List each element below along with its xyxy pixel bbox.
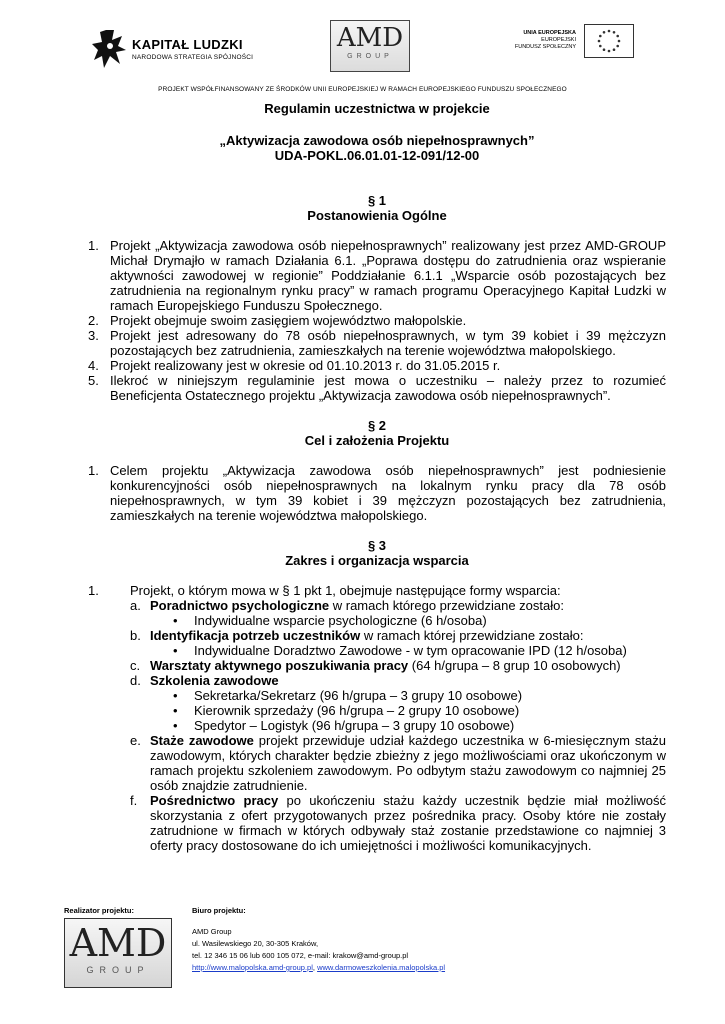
support-f bbox=[130, 793, 666, 853]
list-item bbox=[88, 238, 666, 313]
bullet-icon: • bbox=[173, 703, 178, 718]
kapital-ludzki-subtitle: NARODOWA STRATEGIA SPÓJNOŚCI bbox=[132, 54, 254, 61]
support-desc: w ramach którego przewidziane zostało: bbox=[329, 598, 564, 613]
support-title: Identyfikacja potrzeb uczestników bbox=[150, 628, 361, 643]
eu-label bbox=[510, 30, 576, 51]
biuro-label: Biuro projektu: bbox=[192, 906, 246, 915]
kapital-ludzki-title: KAPITAŁ LUDZKI bbox=[132, 37, 243, 52]
bullet-item bbox=[150, 703, 666, 718]
letter: a. bbox=[130, 598, 141, 613]
support-a bbox=[130, 598, 666, 628]
eu-line-2: EUROPEJSKI bbox=[541, 37, 576, 43]
kapital-ludzki-emblem-icon bbox=[92, 26, 128, 72]
support-title: Poradnictwo psychologiczne bbox=[150, 598, 330, 613]
item-text: Projekt „Aktywizacja zawodowa osób niepełnosprawnych” realizowany jest przez AMD-GROUP Michał Drymajło w ramach Działania 6.1. „Poprawa dostępu do zatrudnienia oraz wspieranie aktywności zawodowej w regionie” Poddziałanie 6.1.1 „Wsparcie osób pozostających bez zatrudnienia na regionalnym rynku pracy” w ramach programu Operacyjnego Kapitał Ludzki w ramach Europejskiego Funduszu Społecznego. bbox=[110, 238, 666, 313]
list-item bbox=[88, 373, 666, 403]
support-b bbox=[130, 628, 666, 658]
item-text: Projekt realizowany jest w okresie od 01.10.2013 r. do 31.05.2015 r. bbox=[110, 358, 501, 373]
section-3-sign: § 3 bbox=[367, 538, 387, 553]
item-number: 1. bbox=[88, 238, 99, 253]
bullet-item bbox=[150, 643, 666, 658]
section-1-heading: Postanowienia Ogólne bbox=[307, 208, 447, 223]
bullet-item bbox=[150, 613, 666, 628]
item-number: 2. bbox=[88, 313, 99, 328]
support-title: Szkolenia zawodowe bbox=[150, 673, 279, 688]
document-title: Regulamin uczestnictwa w projekcie bbox=[264, 101, 490, 116]
bullet-text: Indywidualne Doradztwo Zawodowe - w tym opracowanie IPD (12 h/osoba) bbox=[194, 643, 627, 658]
cofinancing-notice: PROJEKT WSPÓŁFINANSOWANY ZE ŚRODKÓW UNII EUROPEJSKIEJ W RAMACH EUROPEJSKIEGO FUNDUSZU SPOŁECZNEGO bbox=[158, 86, 567, 93]
support-desc: po ukończeniu stażu każdy uczestnik będzie miał możliwość skorzystania z ofert przygotowanych przez pośrednika pracy. Osoby które nie zostały zatrudnione w firmach w których odbywały staż zostanie przedstawione co najmniej 3 oferty pracy dostosowane do ich umiejętności i możliwości komunikacyjnych. bbox=[150, 793, 666, 853]
list-item bbox=[88, 463, 666, 523]
document-body bbox=[88, 100, 666, 853]
project-name: „Aktywizacja zawodowa osób niepełnosprawnych” bbox=[219, 133, 535, 148]
support-desc: w ramach której przewidziane zostało: bbox=[360, 628, 584, 643]
amd-logo-main-text: AMD bbox=[69, 921, 167, 965]
bullet-icon: • bbox=[173, 613, 178, 628]
project-code: UDA-POKL.06.01.01-12-091/12-00 bbox=[274, 148, 480, 163]
support-d bbox=[130, 673, 666, 733]
office-contact-line: tel. 12 346 15 06 lub 600 105 072, e-mail: krakow@amd-group.pl bbox=[192, 951, 409, 960]
bullet-icon: • bbox=[173, 688, 178, 703]
item-number: 1. bbox=[88, 463, 99, 478]
section-3-item bbox=[88, 583, 666, 853]
bullet-icon: • bbox=[173, 643, 178, 658]
support-c bbox=[130, 658, 666, 673]
letter: d. bbox=[130, 673, 141, 688]
letter: e. bbox=[130, 733, 141, 748]
bullet-icon: • bbox=[173, 718, 178, 733]
section-1-list bbox=[88, 238, 666, 403]
eu-line-1: UNIA EUROPEJSKA bbox=[523, 30, 576, 36]
bullet-item bbox=[150, 688, 666, 703]
list-item bbox=[88, 328, 666, 358]
support-e bbox=[130, 733, 666, 793]
eu-flag-icon bbox=[584, 24, 634, 58]
section-2-list bbox=[88, 463, 666, 523]
links-line bbox=[192, 962, 445, 974]
item-number: 4. bbox=[88, 358, 99, 373]
office-contact bbox=[192, 926, 445, 974]
letter: f. bbox=[130, 793, 138, 808]
support-title: Pośrednictwo pracy bbox=[150, 793, 279, 808]
item-text: Celem projektu „Aktywizacja zawodowa osób niepełnosprawnych” jest podniesienie konkurencyjności osób niepełnosprawnych na lokalnym rynku pracy dla 78 osób niepełnosprawnych, w tym 39 kobiet i 39 mężczyzn pozostających bez zatrudnienia, zamieszkałych na terenie województwa małopolskiego. bbox=[110, 463, 666, 523]
eu-line-3: FUNDUSZ SPOŁECZNY bbox=[514, 44, 576, 50]
support-title: Staże zawodowe bbox=[150, 733, 254, 748]
amd-group-logo bbox=[330, 20, 410, 72]
realizator-label: Realizator projektu: bbox=[64, 906, 135, 915]
item-text: Ilekroć w niniejszym regulaminie jest mowa o uczestniku – należy przez to rozumieć Beneficjenta Ostatecznego projektu „Aktywizacja zawodowa osób niepełnosprawnych”. bbox=[110, 373, 666, 403]
malopolska-link[interactable]: http://www.malopolska.amd-group.pl bbox=[192, 963, 313, 972]
item-text: Projekt, o którym mowa w § 1 pkt 1, obejmuje następujące formy wsparcia: bbox=[130, 583, 561, 598]
amd-logo-sub-text: GROUP bbox=[347, 53, 393, 60]
amd-logo-main-text: AMD bbox=[336, 23, 404, 53]
support-title: Warsztaty aktywnego poszukiwania pracy bbox=[150, 658, 409, 673]
link-separator: , bbox=[312, 963, 318, 972]
bullet-text: Sekretarka/Sekretarz (96 h/grupa – 3 grupy 10 osobowe) bbox=[194, 688, 523, 703]
list-item bbox=[88, 313, 666, 328]
support-desc: (64 h/grupa – 8 grup 10 osobowych) bbox=[408, 658, 621, 673]
bullet-text: Spedytor – Logistyk (96 h/grupa – 3 grupy 10 osobowe) bbox=[194, 718, 515, 733]
section-1-sign: § 1 bbox=[367, 193, 387, 208]
section-2-heading: Cel i założenia Projektu bbox=[304, 433, 450, 448]
support-desc: projekt przewiduje udział każdego uczestnika w 6-miesięcznym stażu zawodowym, których charakter będzie zbieżny z jego możliwościami oraz ukończonym w ramach projektu szkoleniem zawodowym. Po odbytym stażu zawodowym co najmniej 25 osób znajdzie zatrudnienie. bbox=[150, 733, 666, 793]
section-3-heading: Zakres i organizacja wsparcia bbox=[285, 553, 469, 568]
letter: b. bbox=[130, 628, 141, 643]
darmoweszkolenia-link[interactable]: www.darmoweszkolenia.malopolska.pl bbox=[317, 963, 446, 972]
item-text: Projekt obejmuje swoim zasięgiem województwo małopolskie. bbox=[110, 313, 467, 328]
section-2-sign: § 2 bbox=[367, 418, 387, 433]
kapital-ludzki-logo bbox=[92, 26, 262, 72]
letter: c. bbox=[130, 658, 141, 673]
list-item bbox=[88, 358, 666, 373]
bullet-item bbox=[150, 718, 666, 733]
company-name: AMD Group bbox=[192, 927, 232, 936]
bullet-text: Indywidualne wsparcie psychologiczne (6 h/osoba) bbox=[194, 613, 487, 628]
office-address: ul. Wasilewskiego 20, 30-305 Kraków, bbox=[192, 939, 319, 948]
amd-group-footer-logo bbox=[64, 918, 172, 988]
item-text: Projekt jest adresowany do 78 osób niepełnosprawnych, w tym 39 kobiet i 39 mężczyzn pozostających bez zatrudnienia, zamieszkałych na terenie województwa małopolskiego. bbox=[110, 328, 666, 358]
item-number: 5. bbox=[88, 373, 99, 388]
item-number: 3. bbox=[88, 328, 99, 343]
page-header bbox=[0, 18, 725, 80]
bullet-text: Kierownik sprzedaży (96 h/grupa – 2 grupy 10 osobowe) bbox=[194, 703, 520, 718]
amd-logo-sub-text: GROUP bbox=[86, 965, 150, 975]
item-number: 1. bbox=[88, 583, 99, 598]
